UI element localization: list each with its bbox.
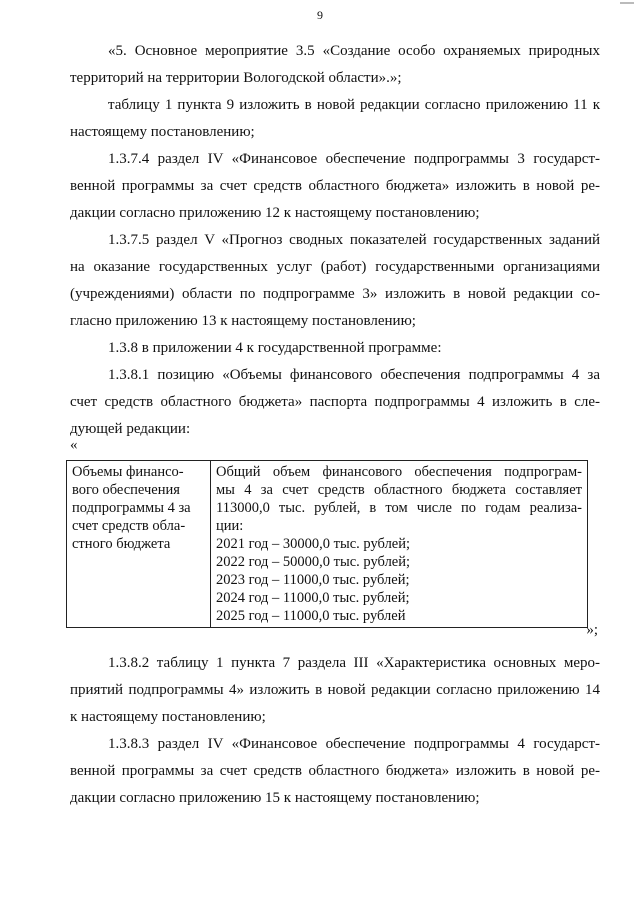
paragraph-line: приятий подпрограммы 4» изложить в новой редакции согласно приложению 14 bbox=[70, 682, 600, 698]
paragraph-line: 1.3.8.2 таблицу 1 пункта 7 раздела III «Характеристика основных меро- bbox=[108, 655, 600, 671]
passport-table bbox=[66, 460, 588, 628]
table-value-cell bbox=[211, 461, 588, 628]
paragraph-line: таблицу 1 пункта 9 изложить в новой редакции согласно приложению 11 к bbox=[108, 97, 600, 113]
paragraph-line: 1.3.8.3 раздел IV «Финансовое обеспечение подпрограммы 4 государст- bbox=[108, 736, 600, 752]
paragraph-line: гласно приложению 13 к настоящему постановлению; bbox=[70, 313, 416, 329]
page-number: 9 bbox=[317, 8, 323, 22]
paragraph-line: на оказание государственных услуг (работ) государственными организациями bbox=[70, 259, 600, 275]
value-line: 2024 год – 11000,0 тыс. рублей; bbox=[216, 590, 410, 606]
table-row bbox=[67, 461, 588, 628]
paragraph-line: 1.3.7.5 раздел V «Прогноз сводных показателей государственных заданий bbox=[108, 232, 600, 248]
value-line: 2023 год – 11000,0 тыс. рублей; bbox=[216, 572, 410, 588]
value-line: ции: bbox=[216, 518, 244, 534]
label-line: подпрограммы 4 за bbox=[72, 500, 191, 516]
paragraph-line: венной программы за счет средств областного бюджета» изложить в новой ре- bbox=[70, 763, 600, 779]
scan-corner-mark bbox=[620, 2, 634, 4]
paragraph-line: к настоящему постановлению; bbox=[70, 709, 266, 725]
label-line: счет средств обла- bbox=[72, 518, 186, 534]
paragraph-line: счет средств областного бюджета» паспорта подпрограммы 4 изложить в сле- bbox=[70, 394, 600, 410]
opening-quote: « bbox=[70, 437, 78, 453]
value-line: 2022 год – 50000,0 тыс. рублей; bbox=[216, 554, 411, 570]
label-line: стного бюджета bbox=[72, 536, 171, 552]
paragraph-line: 1.3.8.1 позицию «Объемы финансового обеспечения подпрограммы 4 за bbox=[108, 367, 600, 383]
paragraph-line: настоящему постановлению; bbox=[70, 124, 255, 140]
value-line: мы 4 за счет средств областного бюджета составляет bbox=[216, 482, 582, 498]
paragraph-line: дующей редакции: bbox=[70, 421, 191, 437]
paragraph-line: (учреждениями) области по подпрограмме 3» изложить в новой редакции со- bbox=[70, 286, 600, 302]
paragraph-line: «5. Основное мероприятие 3.5 «Создание особо охраняемых природных bbox=[108, 43, 600, 59]
label-line: вого обеспечения bbox=[72, 482, 180, 498]
paragraph-line: дакции согласно приложению 15 к настоящему постановлению; bbox=[70, 790, 480, 806]
value-line: Общий объем финансового обеспечения подпрограм- bbox=[216, 464, 582, 480]
paragraph-line: 1.3.7.4 раздел IV «Финансовое обеспечение подпрограммы 3 государст- bbox=[108, 151, 600, 167]
value-line: 2021 год – 30000,0 тыс. рублей; bbox=[216, 536, 411, 552]
value-line: 113000,0 тыс. рублей, в том числе по годам реализа- bbox=[216, 500, 582, 516]
paragraph-line: 1.3.8 в приложении 4 к государственной программе: bbox=[108, 340, 442, 356]
paragraph-line: дакции согласно приложению 12 к настоящему постановлению; bbox=[70, 205, 480, 221]
label-line: Объемы финансо- bbox=[72, 464, 184, 480]
table-label-cell bbox=[67, 461, 211, 628]
closing-quote: »; bbox=[586, 622, 598, 638]
paragraph-line: территорий на территории Вологодской области».»; bbox=[70, 70, 402, 86]
value-line: 2025 год – 11000,0 тыс. рублей bbox=[216, 608, 406, 624]
paragraph-line: венной программы за счет средств областного бюджета» изложить в новой ре- bbox=[70, 178, 600, 194]
